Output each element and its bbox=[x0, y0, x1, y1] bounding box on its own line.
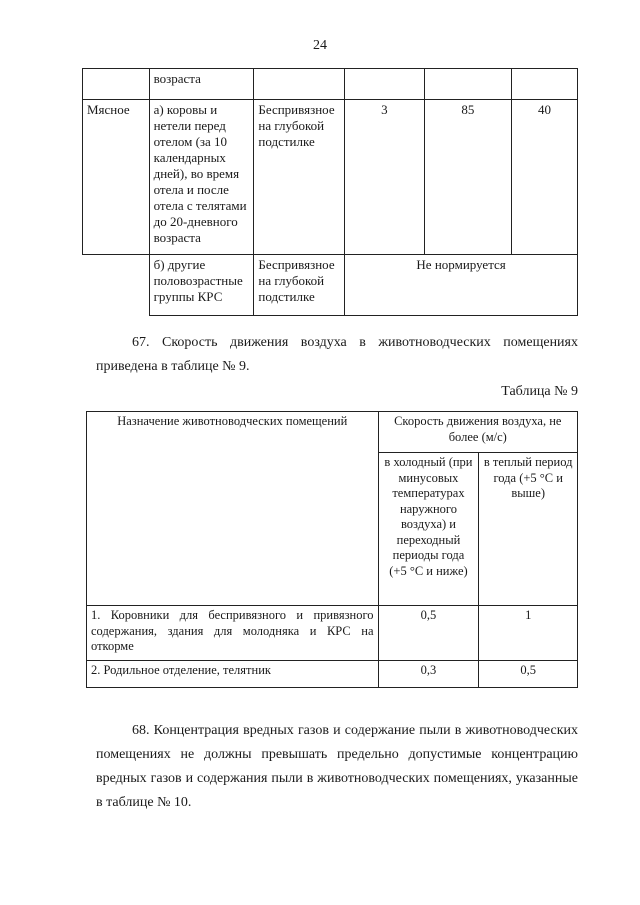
table-row bbox=[87, 606, 578, 661]
table-header-row bbox=[87, 412, 578, 453]
table-cell: Мясное bbox=[83, 100, 150, 255]
table-cell: возраста bbox=[149, 69, 254, 100]
table-cell: Беспривязное на глубокой подстилке bbox=[254, 100, 345, 255]
column-header-purpose: Назначение животноводческих помещений bbox=[87, 412, 379, 606]
page-number: 24 bbox=[313, 38, 327, 53]
table-cell bbox=[424, 69, 511, 100]
table-cell bbox=[254, 69, 345, 100]
paragraph-67: 67. Скорость движения воздуха в животноводческих помещениях приведена в таблице № 9. bbox=[96, 335, 578, 374]
table-cell: 0,3 bbox=[378, 661, 479, 688]
table-9-caption: Таблица № 9 bbox=[501, 384, 578, 399]
column-header-speed: Скорость движения воздуха, не более (м/с) bbox=[378, 412, 577, 453]
table-cell: 2. Родильное отделение, телятник bbox=[87, 661, 379, 688]
paragraph-68: 68. Концентрация вредных газов и содержание пыли в животноводческих помещениях не должны превышать предельно допустимые концентрацию вредных газов и содержания пыли в животноводческих помещениях, указанные в таблице № 10. bbox=[96, 723, 578, 810]
table-cell: 3 bbox=[345, 100, 424, 255]
column-header-warm: в теплый период года (+5 °С и выше) bbox=[479, 453, 578, 606]
table-8-continuation bbox=[82, 68, 578, 316]
table-cell: Не нормируется bbox=[345, 255, 578, 316]
table-cell bbox=[83, 69, 150, 100]
table-cell: б) другие половозрастные группы КРС bbox=[149, 255, 254, 316]
column-header-cold: в холодный (при минусовых температурах наружного воздуха) и переходный периоды года (+5 °С и ниже) bbox=[378, 453, 479, 606]
table-cell bbox=[512, 69, 578, 100]
table-row bbox=[83, 100, 578, 255]
table-cell: 85 bbox=[424, 100, 511, 255]
table-row bbox=[87, 661, 578, 688]
table-cell bbox=[345, 69, 424, 100]
table-9 bbox=[86, 411, 578, 688]
table-cell: 0,5 bbox=[479, 661, 578, 688]
table-row bbox=[83, 255, 578, 316]
table-cell: а) коровы и нетели перед отелом (за 10 календарных дней), во время отела и после отела с телятами до 20-дневного возраста bbox=[149, 100, 254, 255]
table-cell bbox=[83, 255, 150, 316]
table-cell: 0,5 bbox=[378, 606, 479, 661]
table-cell: 1 bbox=[479, 606, 578, 661]
table-cell: 1. Коровники для беспривязного и привязного содержания, здания для молодняка и КРС на откорме bbox=[87, 606, 379, 661]
table-row bbox=[83, 69, 578, 100]
table-cell: 40 bbox=[512, 100, 578, 255]
table-cell: Беспривязное на глубокой подстилке bbox=[254, 255, 345, 316]
